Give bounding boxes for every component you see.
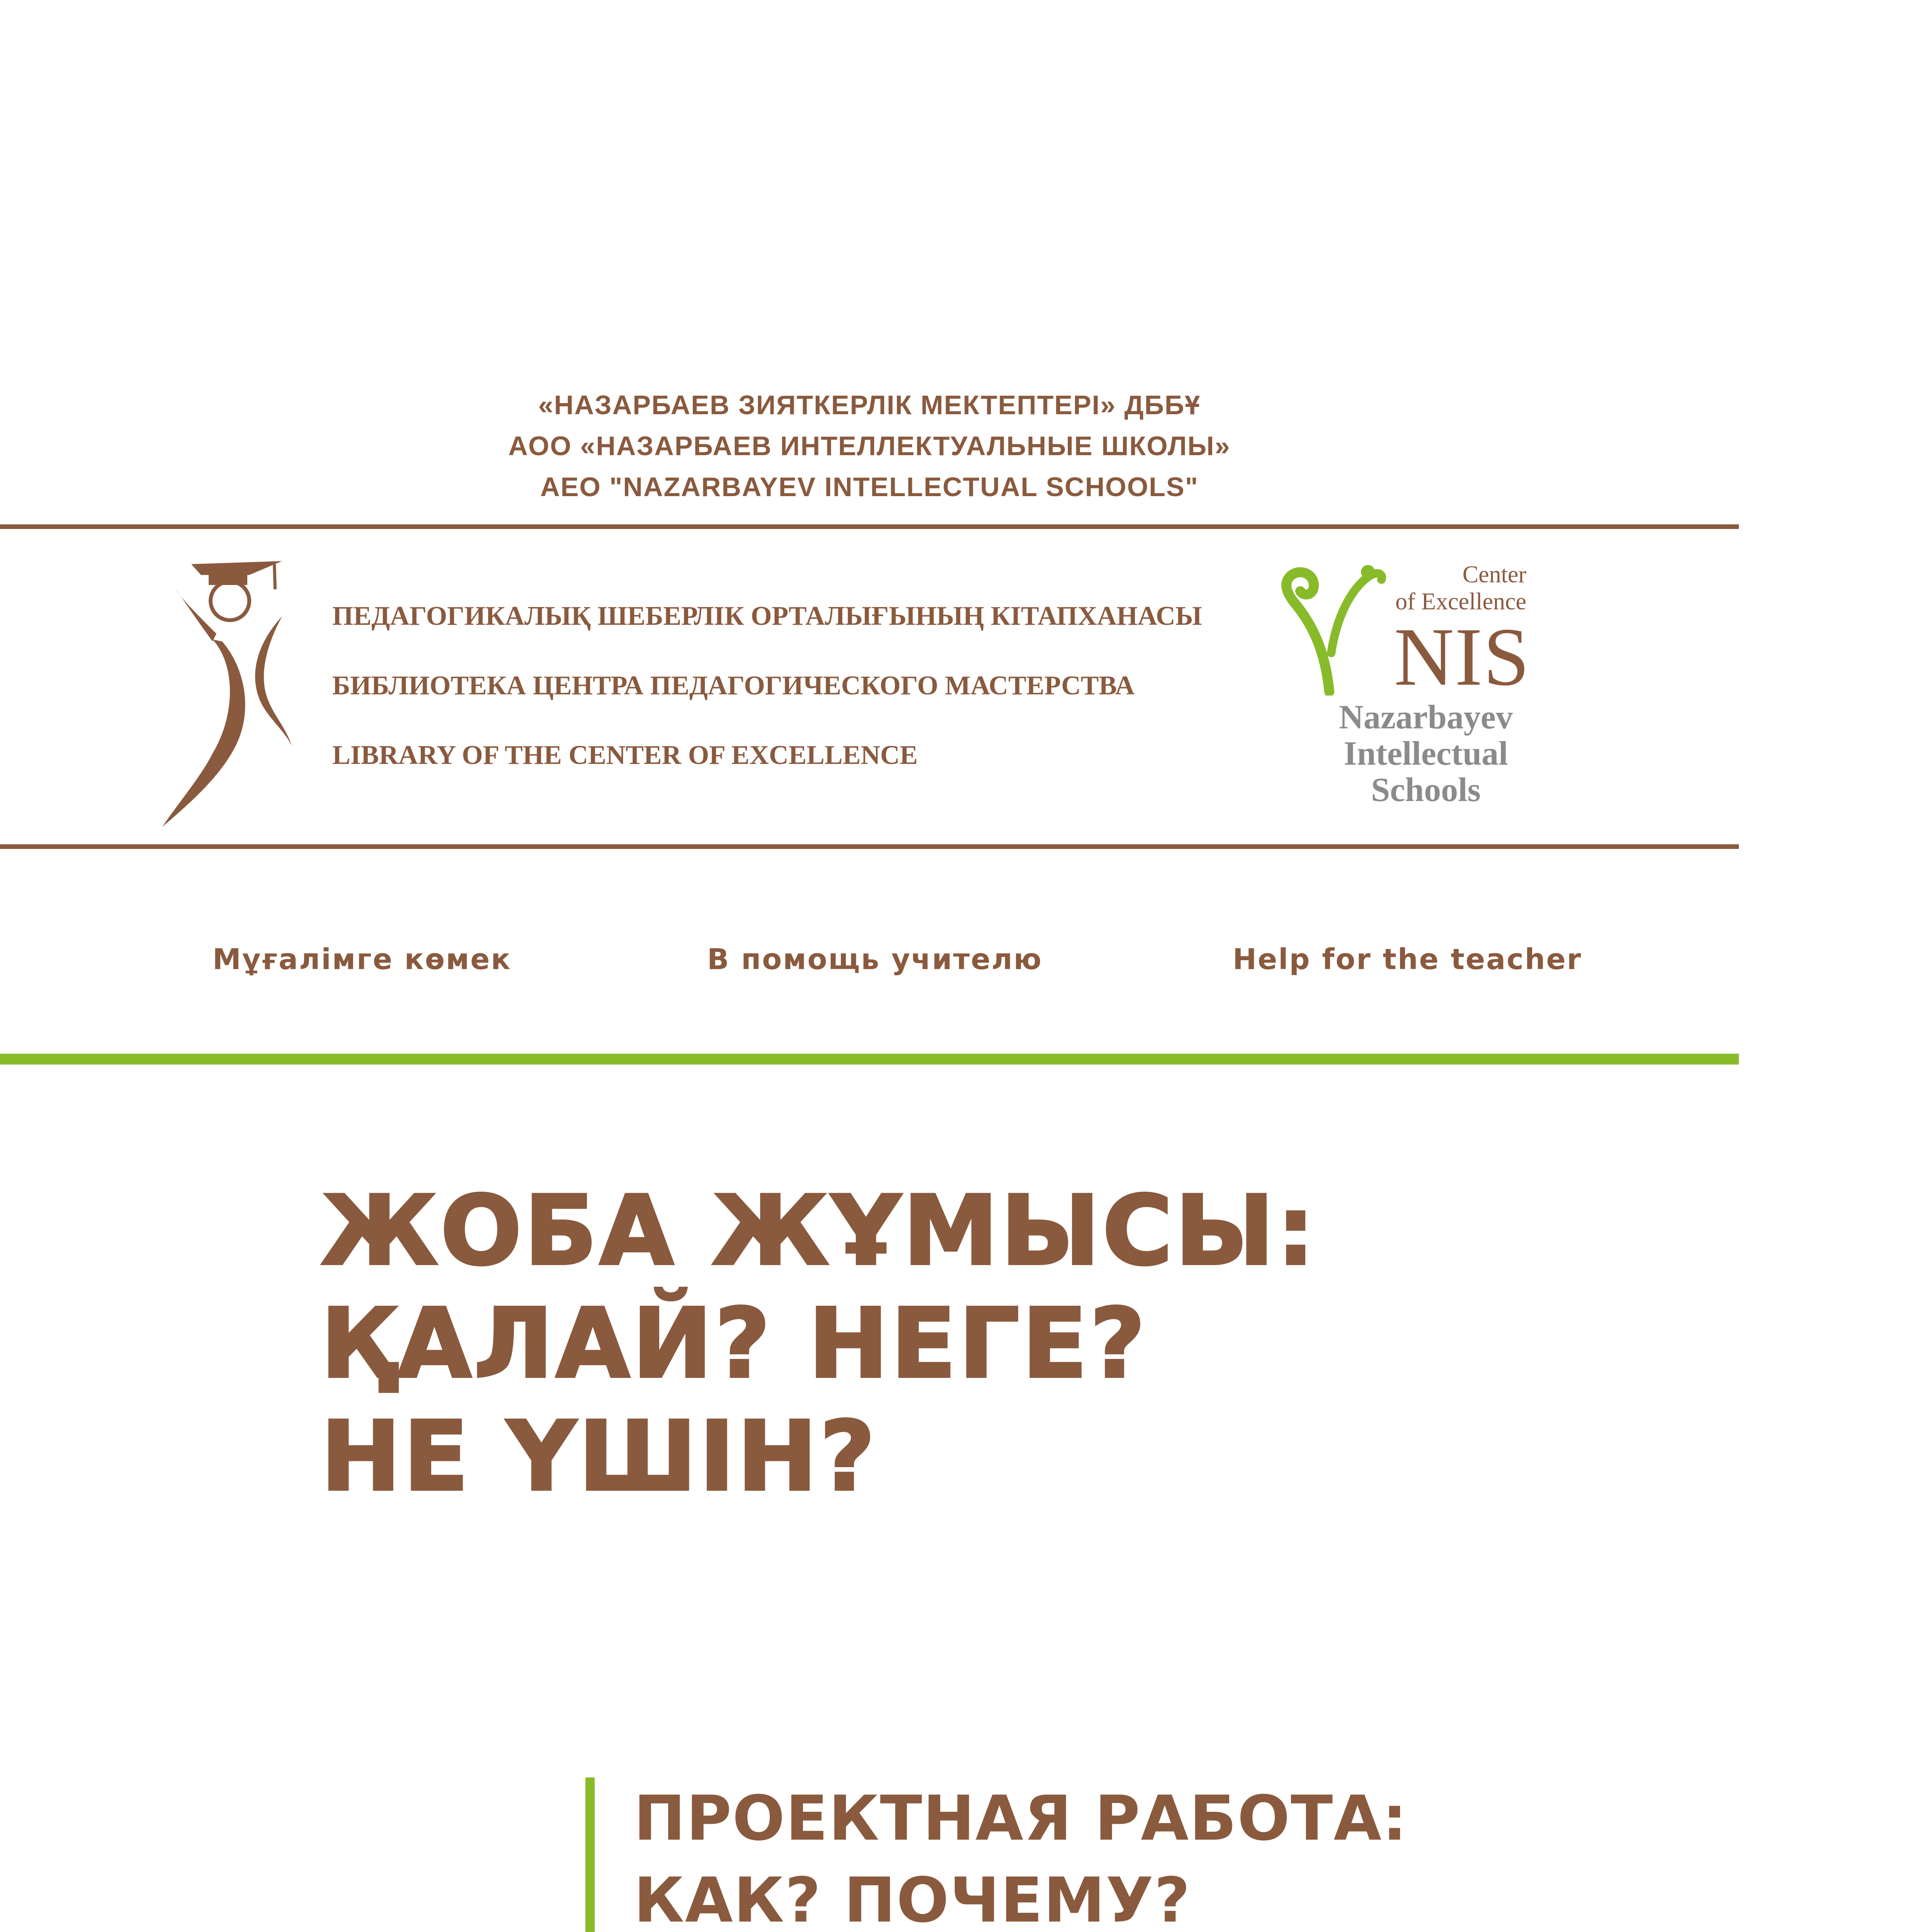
title-kz-line1: ЖОБА ЖҰМЫСЫ: [321,1175,1317,1287]
organization-line-en: АЕО "NAZARBAYEV INTELLECTUAL SCHOOLS" [540,472,1199,502]
title-kz [321,1175,1317,1513]
teacher-figure-logo-icon [155,553,301,831]
nis-wordmark: NIS [1394,611,1530,703]
help-kz: Мұғалімге көмек [213,943,512,976]
nis-center-text [1376,561,1526,615]
nis-center-line1: Center [1462,561,1526,588]
help-en: Help for the teacher [1233,943,1582,976]
middle-divider [0,844,1739,849]
library-line-en: LIBRARY OF THE CENTER OF EXCELLENCE [332,740,918,770]
top-divider [0,524,1739,529]
nis-name-line2: Intellectual [1344,735,1508,772]
library-line-ru: БИБЛИОТЕКА ЦЕНТРА ПЕДАГОГИЧЕСКОГО МАСТЕРСТВА [332,671,1135,701]
green-divider [0,1054,1739,1065]
title-kz-line3: НЕ ҮШІН? [321,1401,878,1512]
title-ru-line2: КАК? ПОЧЕМУ? [634,1864,1191,1932]
organization-header [0,384,1739,507]
title-ru [634,1777,1408,1932]
title-ru-line1: ПРОЕКТНАЯ РАБОТА: [634,1782,1408,1854]
nis-name-line3: Schools [1371,771,1481,809]
organization-line-ru: АОО «НАЗАРБАЕВ ИНТЕЛЛЕКТУАЛЬНЫЕ ШКОЛЫ» [508,431,1231,461]
title-kz-line2: ҚАЛАЙ? НЕГЕ? [321,1288,1148,1400]
subtitle-accent-bar [585,1777,595,1932]
organization-line-kz: «НАЗАРБАЕВ ЗИЯТКЕРЛІК МЕКТЕПТЕРІ» ДББҰ [538,390,1201,420]
nis-school-name [1310,699,1542,808]
help-ru: В помощь учителю [707,943,1043,976]
nis-name-line1: Nazarbayev [1339,699,1513,736]
library-line-kz: ПЕДАГОГИКАЛЫҚ ШЕБЕРЛІК ОРТАЛЫҒЫНЫҢ КІТАПХАНАСЫ [332,601,1202,631]
nis-center-line2: of Excellence [1395,588,1526,615]
